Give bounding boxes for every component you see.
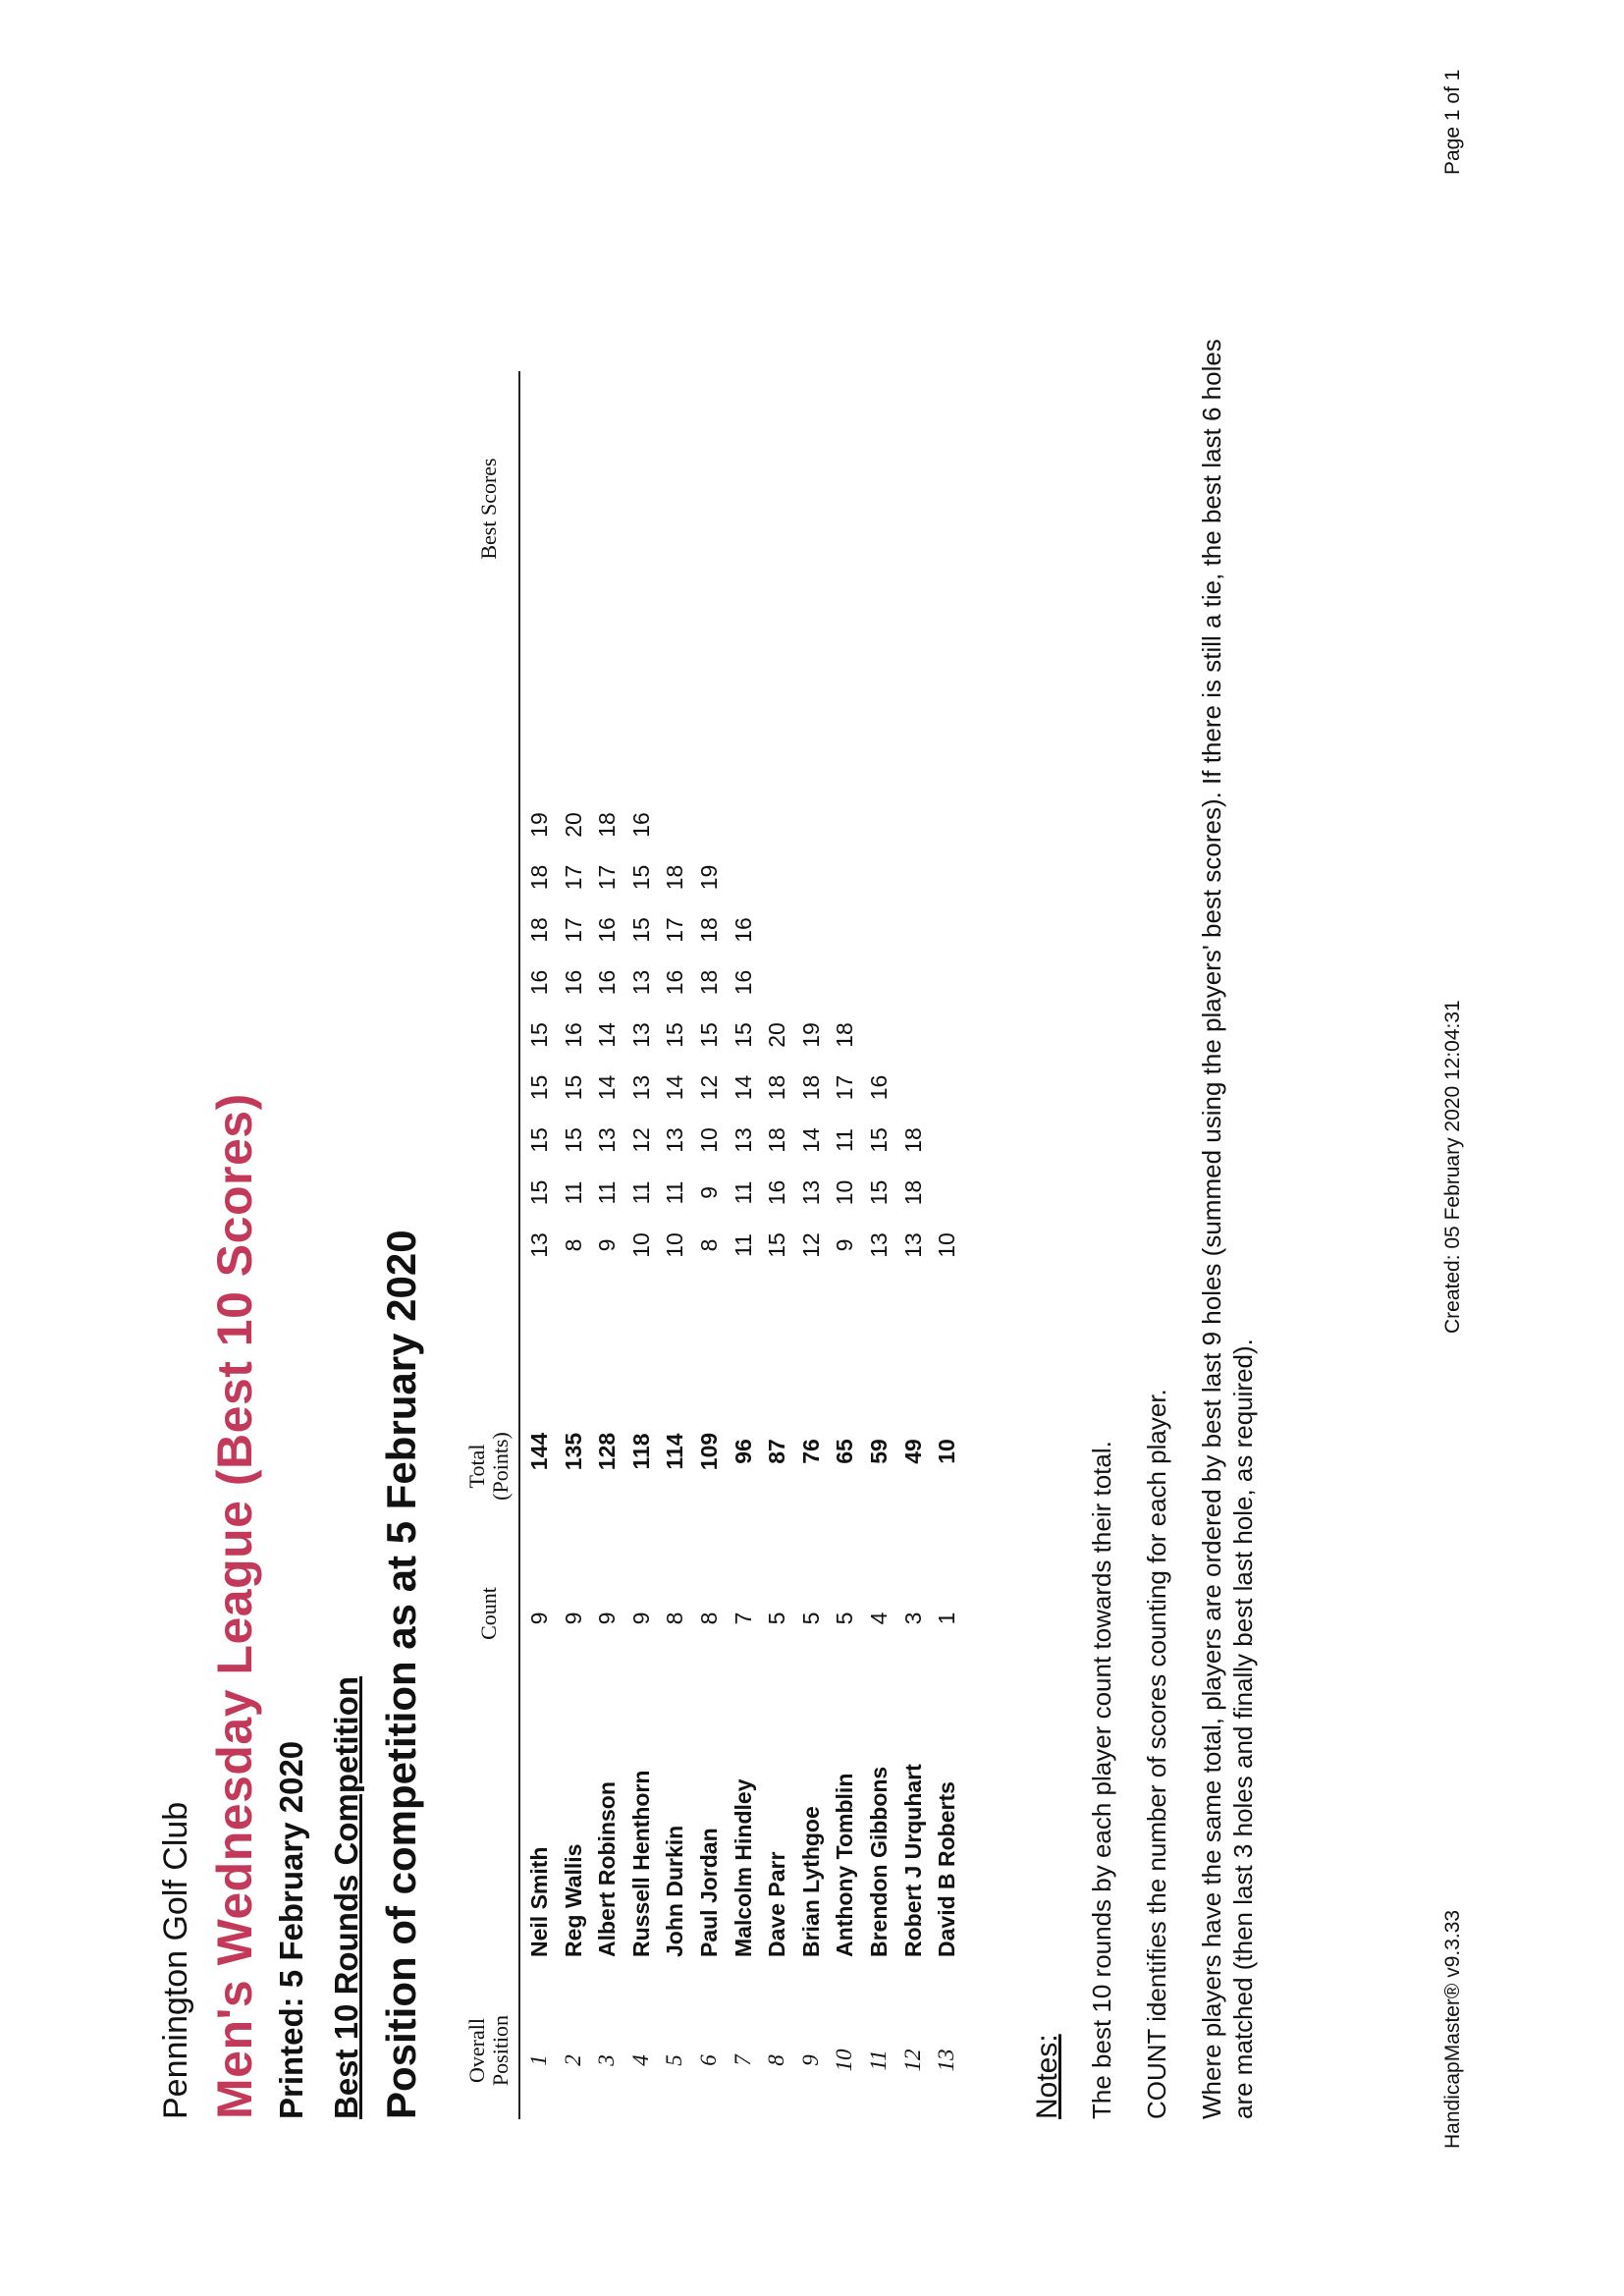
footer-software-version: HandicapMaster® v9.3.33 [1441, 1909, 1464, 2149]
best-score-cell: 18 [695, 917, 722, 943]
best-score-cell: 13 [865, 1232, 892, 1258]
best-score-cell: 8 [560, 1238, 586, 1252]
best-score-cell: 12 [797, 1232, 824, 1258]
club-name: Pennington Golf Club [157, 1801, 194, 2119]
best-score-cell: 20 [560, 812, 586, 838]
best-score-cell: 14 [730, 1074, 756, 1101]
overall-position-cell: 10 [832, 2049, 857, 2072]
best-score-cell: 13 [627, 1074, 654, 1101]
best-score-cell: 18 [832, 1022, 858, 1048]
overall-position-cell: 6 [695, 2054, 721, 2066]
total-points-cell: 135 [560, 1432, 586, 1471]
best-score-cell: 18 [797, 1074, 824, 1101]
count-cell: 9 [627, 1612, 654, 1625]
notes-heading: Notes: [1031, 2034, 1063, 2119]
count-cell: 5 [832, 1612, 858, 1625]
best-score-cell: 15 [627, 917, 654, 943]
best-score-cell: 16 [730, 969, 756, 996]
count-cell: 9 [594, 1612, 621, 1625]
total-points-cell: 96 [730, 1439, 756, 1464]
count-cell: 8 [662, 1612, 688, 1625]
table-row [590, 175, 624, 2119]
header-total-line2: (Points) [488, 1432, 513, 1501]
best-score-cell: 14 [662, 1074, 688, 1101]
header-total [465, 1412, 513, 1520]
best-score-cell: 14 [797, 1127, 824, 1153]
player-name-cell: Paul Jordan [695, 1828, 722, 1957]
best-score-cell: 17 [594, 864, 621, 891]
league-title: Men's Wednesday League (Best 10 Scores) [207, 1093, 262, 2119]
best-score-cell: 15 [526, 1179, 552, 1206]
best-score-cell: 18 [764, 1127, 790, 1153]
total-points-cell: 59 [865, 1439, 892, 1464]
best-score-cell: 19 [526, 812, 552, 838]
best-score-cell: 16 [865, 1074, 892, 1101]
best-score-cell: 16 [730, 917, 756, 943]
best-score-cell: 18 [899, 1127, 926, 1153]
best-score-cell: 19 [797, 1022, 824, 1048]
total-points-cell: 114 [662, 1433, 688, 1470]
header-count: Count [476, 1587, 501, 1640]
player-name-cell: Brian Lythgoe [797, 1806, 824, 1957]
best-score-cell: 16 [764, 1179, 790, 1206]
header-best-scores: Best Scores [476, 458, 501, 560]
count-cell: 5 [764, 1612, 790, 1625]
best-score-cell: 16 [594, 969, 621, 996]
best-score-cell: 15 [865, 1179, 892, 1206]
total-points-cell: 87 [764, 1439, 790, 1464]
best-score-cell: 10 [934, 1232, 960, 1258]
player-name-cell: Russell Henthorn [627, 1770, 654, 1957]
footer-page-number: Page 1 of 1 [1441, 69, 1464, 175]
position-heading: Position of competition as at 5 February 2020 [378, 1230, 424, 2119]
overall-position-cell: 7 [730, 2054, 755, 2066]
best-score-cell: 15 [526, 1074, 552, 1101]
best-score-cell: 17 [832, 1074, 858, 1101]
overall-position-cell: 9 [797, 2054, 823, 2066]
best-score-cell: 10 [832, 1179, 858, 1206]
player-name-cell: Robert J Urquhart [899, 1764, 926, 1957]
best-score-cell: 18 [764, 1074, 790, 1101]
best-score-cell: 18 [526, 917, 552, 943]
table-row [794, 175, 829, 2119]
best-score-cell: 15 [560, 1127, 586, 1153]
header-total-line1: Total [464, 1444, 489, 1489]
best-score-cell: 11 [627, 1180, 654, 1205]
best-score-cell: 15 [526, 1127, 552, 1153]
best-score-cell: 15 [526, 1022, 552, 1048]
best-score-cell: 14 [594, 1022, 621, 1048]
best-score-cell: 11 [730, 1233, 756, 1257]
total-points-cell: 144 [526, 1432, 552, 1471]
best-score-cell: 18 [662, 864, 688, 891]
overall-position-cell: 1 [526, 2054, 551, 2066]
header-position-line2: Position [488, 2014, 513, 2087]
footer-created-date: Created: 05 February 2020 12:04:31 [1441, 1000, 1464, 1334]
player-name-cell: Dave Parr [764, 1851, 790, 1957]
table-row [658, 175, 692, 2119]
best-score-cell: 9 [832, 1238, 858, 1252]
overall-position-cell: 5 [662, 2054, 687, 2066]
best-score-cell: 15 [730, 1022, 756, 1048]
total-points-cell: 10 [934, 1439, 960, 1464]
player-name-cell: Brendon Gibbons [865, 1766, 892, 1957]
table-row [522, 175, 557, 2119]
overall-position-cell: 3 [594, 2054, 620, 2066]
best-score-cell: 13 [526, 1232, 552, 1258]
best-score-cell: 13 [730, 1127, 756, 1153]
count-cell: 9 [560, 1612, 586, 1625]
best-score-cell: 18 [899, 1179, 926, 1206]
best-score-cell: 18 [594, 812, 621, 838]
note-count: COUNT identifies the number of scores counting for each player. [1142, 1389, 1171, 2119]
count-cell: 9 [526, 1612, 552, 1625]
best-score-cell: 13 [627, 969, 654, 996]
best-score-cell: 16 [662, 969, 688, 996]
table-row [557, 175, 591, 2119]
count-cell: 3 [899, 1612, 926, 1625]
overall-position-cell: 4 [627, 2054, 653, 2066]
best-score-cell: 18 [695, 969, 722, 996]
best-score-cell: 15 [560, 1074, 586, 1101]
count-cell: 8 [695, 1612, 722, 1625]
best-score-cell: 19 [695, 864, 722, 891]
best-score-cell: 12 [695, 1074, 722, 1101]
count-cell: 4 [865, 1612, 892, 1625]
overall-position-cell: 2 [560, 2054, 585, 2066]
standings-table [522, 175, 964, 2119]
best-score-cell: 9 [594, 1238, 621, 1252]
best-score-cell: 16 [526, 969, 552, 996]
best-score-cell: 11 [662, 1180, 688, 1205]
table-row [896, 175, 931, 2119]
best-score-cell: 10 [627, 1232, 654, 1258]
total-points-cell: 65 [832, 1439, 858, 1464]
header-rule [518, 371, 520, 2119]
note-tie-break: Where players have the same total, players are ordered by best last 9 holes (summed using the players' best scores). If there is still a tie, the best last 6 holes are matched (then last 3 holes and finally best last hole, as required). [1197, 339, 1258, 2119]
best-score-cell: 11 [560, 1180, 586, 1205]
total-points-cell: 118 [627, 1433, 654, 1470]
best-score-cell: 11 [832, 1128, 858, 1152]
best-score-cell: 15 [695, 1022, 722, 1048]
best-score-cell: 10 [662, 1232, 688, 1258]
player-name-cell: Reg Wallis [560, 1843, 586, 1957]
table-row [862, 175, 896, 2119]
best-score-cell: 15 [627, 864, 654, 891]
total-points-cell: 109 [695, 1432, 722, 1471]
player-name-cell: Anthony Tomblin [832, 1773, 858, 1957]
total-points-cell: 128 [594, 1432, 621, 1471]
best-score-cell: 9 [695, 1186, 722, 1199]
best-score-cell: 20 [764, 1022, 790, 1048]
player-name-cell: Albert Robinson [594, 1781, 621, 1957]
best-score-cell: 11 [594, 1180, 621, 1205]
table-row [727, 175, 761, 2119]
competition-name: Best 10 Rounds Competition [328, 1675, 364, 2119]
count-cell: 1 [934, 1612, 960, 1625]
total-points-cell: 76 [797, 1439, 824, 1464]
table-row [692, 175, 727, 2119]
best-score-cell: 8 [695, 1238, 722, 1252]
note-best-rounds: The best 10 rounds by each player count towards their total. [1087, 1441, 1116, 2119]
printed-date: Printed: 5 February 2020 [273, 1740, 309, 2119]
best-score-cell: 16 [560, 1022, 586, 1048]
best-score-cell: 17 [560, 864, 586, 891]
best-score-cell: 16 [627, 812, 654, 838]
best-score-cell: 13 [594, 1127, 621, 1153]
header-overall-position [465, 1992, 513, 2109]
overall-position-cell: 11 [865, 2050, 891, 2071]
best-score-cell: 10 [695, 1127, 722, 1153]
best-score-cell: 13 [662, 1127, 688, 1153]
header-position-line1: Overall [464, 2018, 489, 2083]
best-score-cell: 13 [899, 1232, 926, 1258]
table-row [828, 175, 862, 2119]
best-score-cell: 13 [797, 1179, 824, 1206]
best-score-cell: 15 [865, 1127, 892, 1153]
count-cell: 7 [730, 1612, 756, 1625]
best-score-cell: 15 [764, 1232, 790, 1258]
table-row [930, 175, 964, 2119]
best-score-cell: 11 [730, 1180, 756, 1205]
best-score-cell: 16 [560, 969, 586, 996]
table-row [760, 175, 794, 2119]
player-name-cell: Malcolm Hindley [730, 1778, 756, 1957]
table-row [624, 175, 659, 2119]
best-score-cell: 13 [627, 1022, 654, 1048]
overall-position-cell: 8 [764, 2054, 789, 2066]
count-cell: 5 [797, 1612, 824, 1625]
overall-position-cell: 12 [899, 2049, 925, 2072]
best-score-cell: 17 [662, 917, 688, 943]
best-score-cell: 17 [560, 917, 586, 943]
overall-position-cell: 13 [934, 2049, 959, 2072]
player-name-cell: John Durkin [662, 1825, 688, 1957]
total-points-cell: 49 [899, 1439, 926, 1464]
best-score-cell: 16 [594, 917, 621, 943]
player-name-cell: Neil Smith [526, 1846, 552, 1957]
player-name-cell: David B Roberts [934, 1781, 960, 1957]
best-score-cell: 14 [594, 1074, 621, 1101]
best-score-cell: 18 [526, 864, 552, 891]
best-score-cell: 15 [662, 1022, 688, 1048]
best-score-cell: 12 [627, 1127, 654, 1153]
